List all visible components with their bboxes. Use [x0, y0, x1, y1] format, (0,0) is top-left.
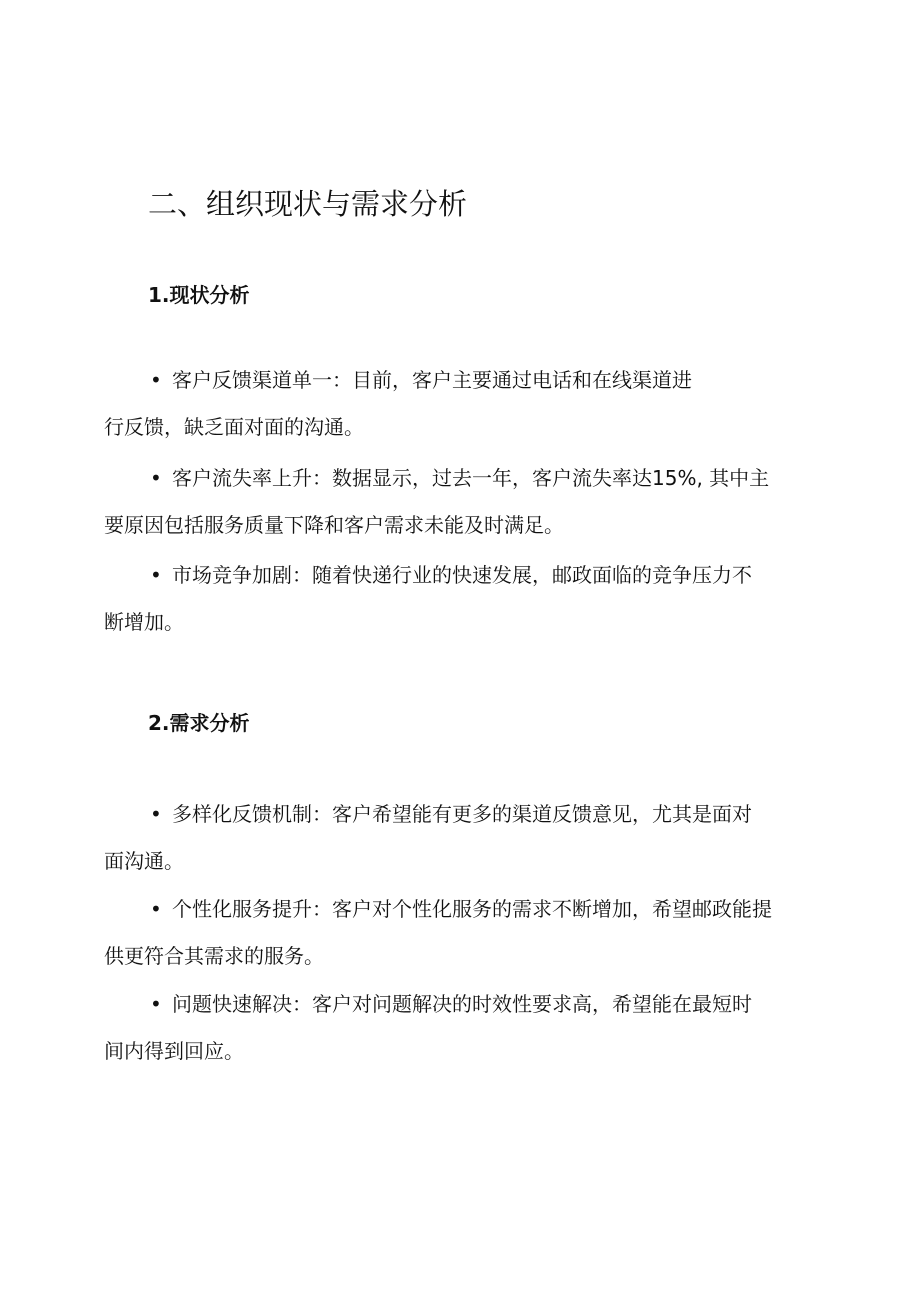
list-item [104, 981, 824, 1075]
bullet-icon: • [150, 802, 162, 826]
list-item-text: 市场竞争加剧：随着快递行业的快速发展，邮政面临的竞争压力不 [172, 563, 752, 587]
bullet-icon: • [150, 368, 162, 392]
bullet-icon: • [150, 466, 162, 490]
list-item-text: 个性化服务提升：客户对个性化服务的需求不断增加，希望邮政能提 [172, 897, 772, 921]
list-item-text: 客户流失率上升：数据显示，过去一年，客户流失率达15%, 其中主 [172, 466, 770, 490]
list-item-continuation: 面沟通。 [104, 849, 184, 873]
list-item-text: 问题快速解决：客户对问题解决的时效性要求高，希望能在最短时 [172, 992, 752, 1016]
list-item [104, 455, 824, 549]
list-item [104, 791, 824, 885]
list-item-continuation: 要原因包括服务质量下降和客户需求未能及时满足。 [104, 513, 564, 537]
list-item-continuation: 间内得到回应。 [104, 1039, 244, 1063]
list-item-continuation: 行反馈，缺乏面对面的沟通。 [104, 415, 364, 439]
section-heading-status-analysis: 1.现状分析 [148, 283, 250, 307]
bullet-icon: • [150, 563, 162, 587]
list-item [104, 552, 824, 646]
list-item-continuation: 断增加。 [104, 610, 184, 634]
page-title: 二、组织现状与需求分析 [148, 187, 468, 221]
bullet-icon: • [150, 897, 162, 921]
section-heading-demand-analysis: 2.需求分析 [148, 711, 250, 735]
bullet-icon: • [150, 992, 162, 1016]
list-item-continuation: 供更符合其需求的服务。 [104, 944, 324, 968]
list-item-text: 多样化反馈机制：客户希望能有更多的渠道反馈意见，尤其是面对 [172, 802, 752, 826]
list-item [104, 886, 824, 980]
list-item-text: 客户反馈渠道单一：目前，客户主要通过电话和在线渠道进 [172, 368, 692, 392]
list-item [104, 357, 824, 451]
